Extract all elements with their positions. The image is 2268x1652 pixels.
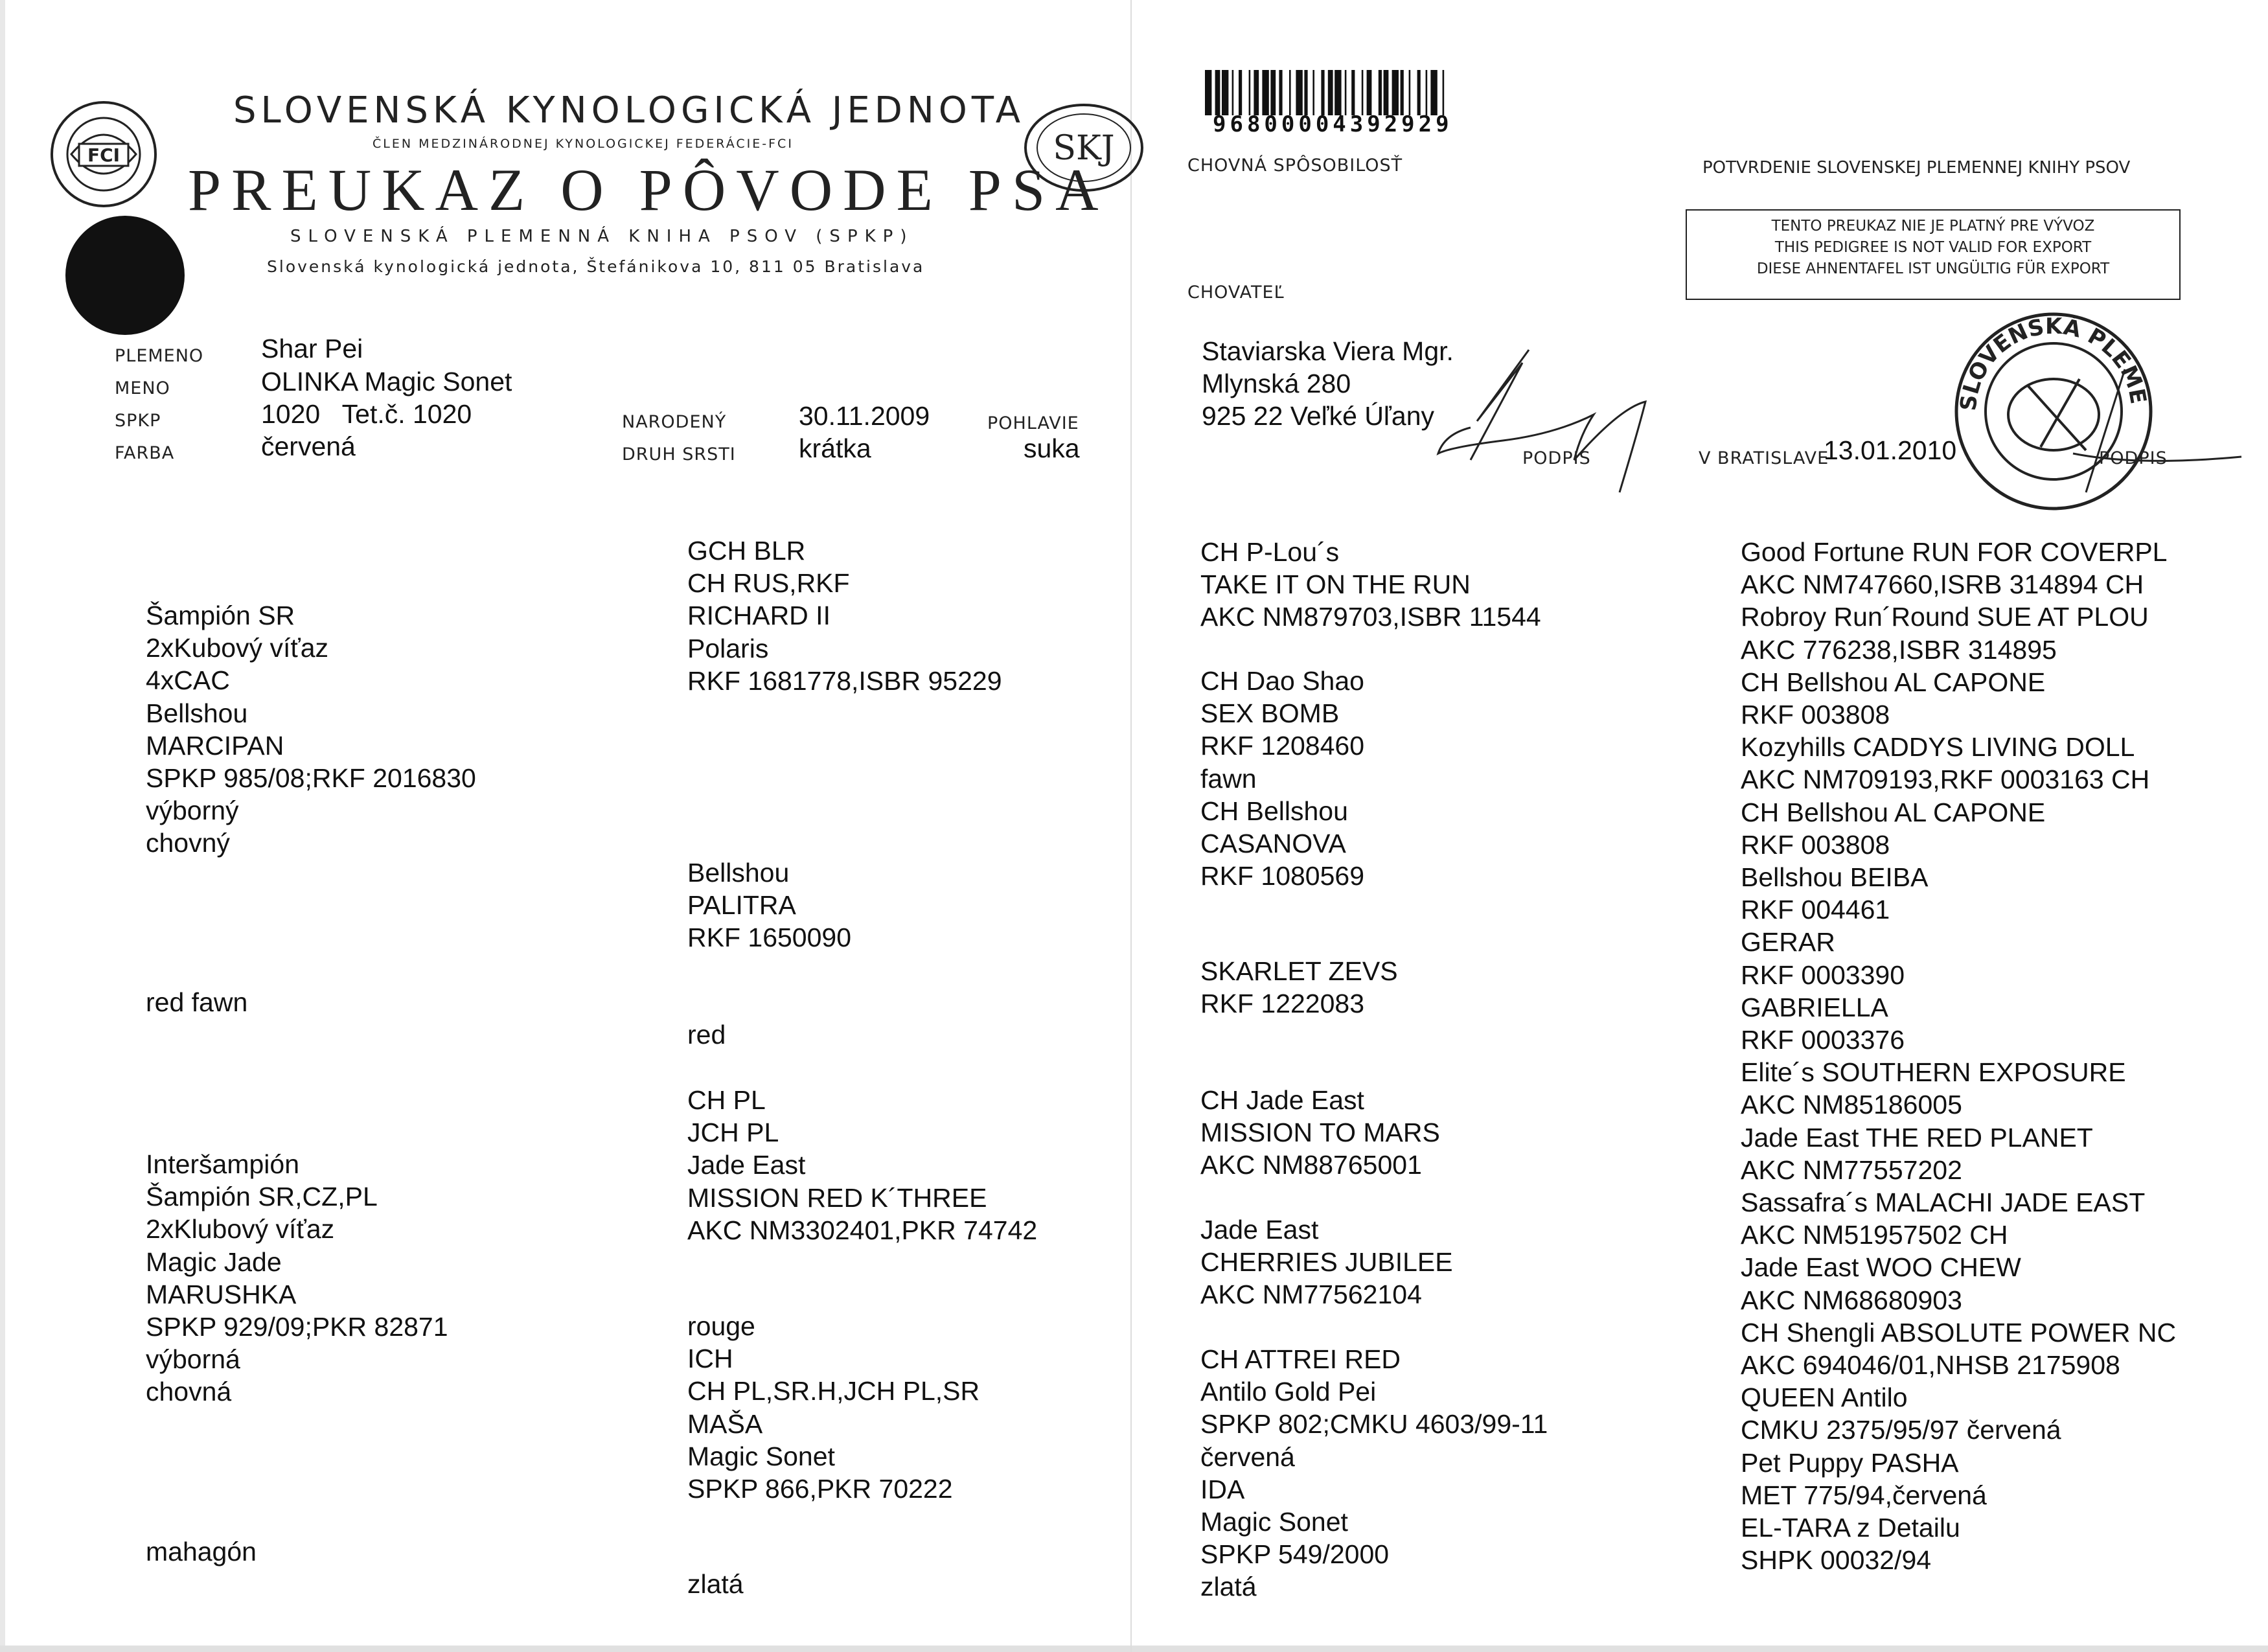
ped-line: MISSION TO MARS [1200,1118,1440,1148]
ped-line: Jade East THE RED PLANET [1741,1122,2093,1153]
ped-line: AKC NM51957502 CH [1741,1220,2008,1250]
barcode-bar [1409,70,1411,115]
org-subtitle: ČLEN MEDZINÁRODNEJ KYNOLOGICKEJ FEDERÁCIE-FCI [372,137,794,151]
barcode-bar [1401,70,1404,115]
ped-line: SHPK 00032/94 [1741,1545,1932,1576]
barcode-bar [1351,70,1355,115]
barcode-bar [1270,70,1276,115]
ped-line: MAŠA [687,1408,763,1439]
ped-line: CH Dao Shao [1200,666,1364,696]
barcode-bar [1239,70,1242,115]
potvrdenie-label: POTVRDENIE SLOVENSKEJ PLEMENNEJ KNIHY PSOV [1702,158,2131,178]
barcode-number: 96800004392929 [1213,111,1453,137]
ped-line: GERAR [1741,927,1835,958]
ped-line: MISSION RED K´THREE [687,1182,987,1213]
ped-line: chovná [146,1377,232,1407]
ped-line: SPKP 985/08;RKF 2016830 [146,763,476,794]
col3-block4 [1200,1084,1440,1182]
col2-block2-color: red [687,1020,726,1050]
ped-line: Antilo Gold Pei [1200,1377,1377,1407]
ped-line: 4xCAC [146,665,230,696]
ped-line: Good Fortune RUN FOR COVERPL [1741,537,2168,567]
barcode-bar [1296,70,1302,115]
ped-line: AKC NM68680903 [1741,1285,1962,1315]
col1-sire-color: red fawn [146,987,248,1017]
col2-block4 [687,1310,979,1505]
col1-dam [146,1148,448,1408]
ped-line: RKF 003808 [1741,829,1890,860]
ped-line: CH Bellshou [1200,796,1348,826]
ped-line: MET 775/94,červená [1741,1480,1987,1510]
ped-line: Bellshou [146,698,248,728]
barcode-bar [1362,70,1364,115]
col1-dam-color: mahagón [146,1537,257,1566]
barcode-bar [1334,70,1341,115]
ped-line: AKC NM77562104 [1200,1279,1422,1310]
ped-line: MARUSHKA [146,1279,297,1309]
ped-line: CH Jade East [1200,1085,1364,1115]
barcode-bar [1289,70,1291,115]
ped-line: ICH [687,1344,733,1374]
spkp-label: SPKP [115,411,161,431]
barcode-bar [1249,70,1251,115]
druh-srsti-value: krátka [799,433,871,463]
ped-line: Kozyhills CADDYS LIVING DOLL [1741,732,2135,763]
farba-value: červená [261,431,356,461]
black-emblem [63,214,187,337]
ped-line: Šampión SR [146,601,295,630]
page-fold-line [1130,0,1132,1652]
ped-line: Bellshou BEIBA [1741,862,1929,893]
ped-line: červená [1200,1441,1295,1472]
chovna-sposobilost-label: CHOVNÁ SPÔSOBILOSŤ [1187,155,1403,176]
ped-line: AKC NM747660,ISRB 314894 CH [1741,569,2144,600]
ped-line: Magic Jade [146,1246,282,1277]
ped-line: Robroy Run´Round SUE AT PLOU [1741,602,2149,632]
ped-line: RKF 1681778,ISBR 95229 [687,665,1002,696]
ped-line: CH Bellshou AL CAPONE [1741,797,2046,827]
pohlavie-value: suka [1024,433,1080,463]
ped-line: RICHARD II [687,601,830,631]
ped-line: CH Bellshou AL CAPONE [1741,667,2046,697]
druh-srsti-label: DRUH SRSTI [622,444,736,465]
col3-block6 [1200,1343,1548,1603]
scan-edge-bottom [0,1646,2268,1652]
ped-line: AKC NM709193,RKF 0003163 CH [1741,764,2150,795]
ped-line: Jade East [1200,1215,1319,1245]
barcode-bar [1222,70,1228,115]
export-notice-de: DIESE AHNENTAFEL IST UNGÜLTIG FÜR EXPORT [1756,260,2110,277]
barcode-bar [1232,70,1234,115]
barcode-bar [1426,70,1428,115]
ped-line: Jade East WOO CHEW [1741,1252,2021,1283]
ped-line: RKF 1208460 [1200,731,1365,761]
ped-line: JCH PL [687,1118,779,1148]
ped-line: CH P-Lou´s [1200,537,1340,567]
ped-line: Šampión SR,CZ,PL [146,1182,378,1212]
export-notice-sk: TENTO PREUKAZ NIE JE PLATNÝ PRE VÝVOZ [1771,218,2095,235]
ped-line: AKC NM879703,ISBR 11544 [1200,602,1541,632]
pohlavie-label: POHLAVIE [987,413,1079,433]
ped-line: RKF 004461 [1741,895,1890,925]
v-bratislave-label: V BRATISLAVE [1699,448,1829,468]
barcode-bar [1417,70,1421,115]
ped-line: fawn [1200,763,1257,794]
ped-line: AKC NM85186005 [1741,1090,1962,1120]
col4-ancestors [1741,536,2176,1577]
ped-line: TAKE IT ON THE RUN [1200,569,1471,600]
ped-line: 2xKubový víťaz [146,633,329,663]
meno-value: OLINKA Magic Sonet [261,367,512,396]
podpis-label: PODPIS [1522,448,1591,468]
document-title: PREUKAZ O PÔVODE PSA [188,157,1109,223]
ped-line: MARCIPAN [146,730,284,761]
fci-logo [45,96,162,212]
ped-line: SKARLET ZEVS [1200,956,1398,986]
ped-line: SPKP 549/2000 [1200,1539,1390,1570]
ped-line: Magic Sonet [687,1441,835,1471]
org-title: SLOVENSKÁ KYNOLOGICKÁ JEDNOTA [233,89,1025,132]
ped-line: AKC NM3302401,PKR 74742 [687,1215,1038,1245]
col1-sire [146,599,476,860]
ped-line: zlatá [1200,1572,1257,1602]
farba-label: FARBA [115,443,175,463]
ped-line: Pet Puppy PASHA [1741,1447,1959,1478]
breeder-name: Staviarska Viera Mgr. [1202,336,1454,366]
barcode-bar [1215,70,1220,115]
ped-line: AKC NM88765001 [1200,1150,1422,1180]
ped-line: výborná [146,1344,240,1375]
ped-line: SEX BOMB [1200,698,1340,729]
ped-line: PALITRA [687,890,796,921]
ped-line: rouge [687,1311,755,1341]
ped-line: Magic Sonet [1200,1507,1348,1537]
ped-line: CH PL [687,1085,766,1115]
barcode-bar [1384,70,1389,115]
barcode-bar [1379,70,1382,115]
ped-line: AKC 694046/01,NHSB 2175908 [1741,1350,2120,1381]
export-notice-en: THIS PEDIGREE IS NOT VALID FOR EXPORT [1774,239,2092,256]
export-notice-box [1686,209,2181,300]
ped-line: AKC NM77557202 [1741,1154,1962,1185]
registry-name: SLOVENSKÁ PLEMENNÁ KNIHA PSOV (SPKP) [290,227,914,246]
ped-line: RKF 1080569 [1200,861,1365,891]
plemeno-value: Shar Pei [261,334,363,363]
ped-line: GCH BLR [687,536,806,566]
stamp-text: SLOVENSKÁ PLEME [1955,313,2151,412]
narodeny-value: 30.11.2009 [799,401,930,431]
ped-line: Elite´s SOUTHERN EXPOSURE [1741,1057,2126,1088]
ped-line: Sassafra´s MALACHI JADE EAST [1741,1187,2146,1218]
barcode-bar [1205,70,1211,115]
col3-block5 [1200,1213,1453,1311]
ped-line: RKF 0003376 [1741,1025,1905,1055]
ped-line: RKF 1222083 [1200,989,1365,1019]
barcode-bar [1430,70,1437,115]
stamp-signature [2047,363,2254,512]
barcode-bar [1392,70,1399,115]
ped-line: GABRIELLA [1741,992,1888,1022]
ped-line: CH RUS,RKF [687,568,850,599]
ped-line: RKF 1650090 [687,923,852,953]
col3-block3 [1200,955,1398,1020]
breeder-signature [1425,324,1717,499]
ped-line: SPKP 866,PKR 70222 [687,1474,953,1504]
barcode-bar [1328,70,1333,115]
col3-block1 [1200,536,1541,634]
barcode-bar [1279,70,1282,115]
ped-line: výborný [146,796,239,826]
ped-line: CMKU 2375/95/97 červená [1741,1415,2061,1445]
barcode [1205,70,1594,115]
ped-line: 2xKlubový víťaz [146,1214,335,1245]
ped-line: IDA [1200,1474,1245,1504]
ped-line: Jade East [687,1150,806,1180]
ped-line: CHERRIES JUBILEE [1200,1247,1453,1278]
ped-line: Polaris [687,633,769,663]
registry-address: Slovenská kynologická jednota, Štefánikova 10, 811 05 Bratislava [267,257,925,276]
ped-line: Bellshou [687,858,790,888]
podpis2-label: PODPIS [2099,448,2168,468]
narodeny-label: NARODENÝ [622,412,727,432]
plemeno-label: PLEMENO [115,346,204,366]
ped-line: CH PL,SR.H,JCH PL,SR [687,1376,980,1406]
barcode-bar [1345,70,1347,115]
barcode-bar [1367,70,1372,115]
barcode-bar [1262,70,1268,115]
scan-edge-left [0,0,5,1652]
col2-block3 [687,1084,1037,1246]
meno-label: MENO [115,378,170,398]
fci-logo-text: FCI [87,144,120,166]
barcode-bar [1321,70,1324,115]
ped-line: SPKP 929/09;PKR 82871 [146,1312,448,1342]
barcode-bar [1304,70,1307,115]
col3-block2 [1200,665,1364,892]
ped-line: chovný [146,828,230,858]
breeder-city: 925 22 Veľké Úľany [1202,401,1434,431]
ped-line: CH Shengli ABSOLUTE POWER NC [1741,1317,2177,1348]
breeder-street: Mlynská 280 [1202,369,1351,398]
ski-logo [1022,102,1145,193]
ped-line: Interšampión [146,1149,300,1179]
ped-line: CH ATTREI RED [1200,1344,1401,1374]
col2-block2 [687,856,851,954]
col2-block1 [687,534,1002,697]
ski-logo-text: SKJ [1053,129,1115,168]
spkp-value: 1020 Tet.č. 1020 [261,399,472,429]
ped-line: CASANOVA [1200,829,1346,859]
col2-block4-color: zlatá [687,1569,744,1599]
barcode-bar [1312,70,1314,115]
barcode-bar [1443,70,1445,115]
barcode-bar [1254,70,1259,115]
ped-line: SPKP 802;CMKU 4603/99-11 [1200,1409,1548,1440]
ped-line: EL-TARA z Detailu [1741,1513,1960,1543]
chovatel-label: CHOVATEĽ [1187,282,1285,303]
ped-line: AKC 776238,ISBR 314895 [1741,634,2057,665]
issue-date: 13.01.2010 [1824,435,1957,465]
ped-line: QUEEN Antilo [1741,1382,1908,1413]
ped-line: RKF 003808 [1741,700,1890,730]
ped-line: RKF 0003390 [1741,959,1905,990]
